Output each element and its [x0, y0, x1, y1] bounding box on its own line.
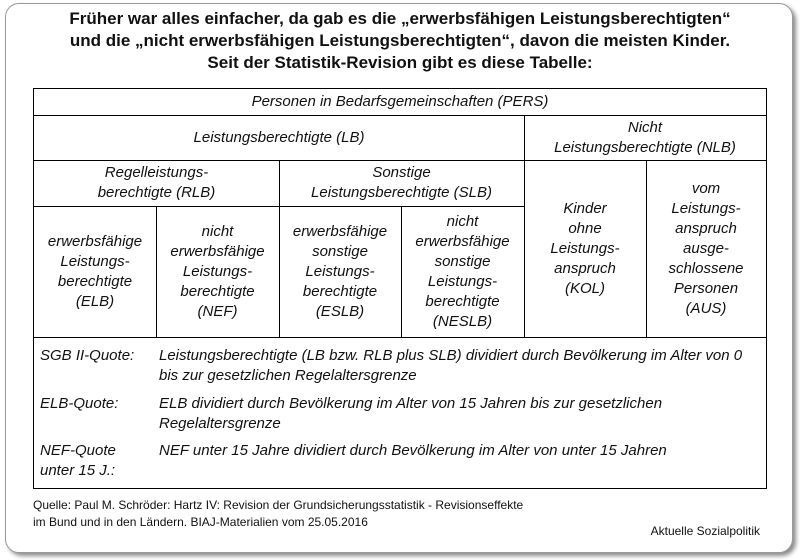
cell-aus	[646, 160, 766, 338]
cell-rlb	[34, 160, 279, 206]
source-line-1: Quelle: Paul M. Schröder: Hartz IV: Revision der Grundsicherungsstatistik - Revisionseffekte	[33, 498, 524, 512]
cell-neslb-text: nicht erwerbsfähige sonstige Leistungs- berechtigte (NESLB)	[415, 213, 510, 330]
quote-label-sgb: SGB II-Quote:	[40, 347, 135, 364]
cell-slb	[279, 160, 524, 206]
quote-label-nef: NEF-Quote unter 15 J.:	[40, 442, 116, 479]
cell-pers	[34, 89, 766, 115]
cell-kol	[524, 160, 646, 338]
cell-slb-text: Sonstige Leistungsberechtigte (SLB)	[311, 164, 492, 201]
cell-lb-text: Leistungsberechtigte (LB)	[193, 128, 365, 146]
quote-text-elb: ELB dividiert durch Bevölkerung im Alter von 15 Jahren bis zur gesetzlichen Regelaltersgrenze	[159, 395, 663, 432]
quote-label-elb: ELB-Quote:	[40, 395, 119, 412]
cell-aus-text: vom Leistungs- anspruch ausge- schlossene Personen (AUS)	[668, 180, 744, 317]
cell-elb	[34, 206, 156, 338]
headline-line-3: Seit der Statistik-Revision gibt es diese Tabelle:	[207, 53, 593, 72]
cell-lb	[34, 115, 524, 160]
cell-nef	[156, 206, 279, 338]
cell-nlb-text: Nicht Leistungsberechtigte (NLB)	[554, 118, 736, 156]
cell-rlb-text: Regelleistungs- berechtigte (RLB)	[97, 164, 216, 201]
quote-text-nef: NEF unter 15 Jahre dividiert durch Bevölkerung im Alter von unter 15 Jahren	[159, 442, 667, 459]
source-line-2: im Bund und in den Ländern. BIAJ-Materialien vom 25.05.2016	[33, 515, 368, 529]
quote-definitions	[33, 338, 767, 489]
cell-eslb-text: erwerbsfähige sonstige Leistungs- berechtigte (ESLB)	[292, 223, 388, 320]
cell-eslb	[279, 206, 401, 338]
cell-elb-text: erwerbsfähige Leistungs- berechtigte (ELB)	[47, 233, 143, 310]
cell-nef-text: nicht erwerbsfähige Leistungs- berechtigte (NEF)	[170, 223, 265, 320]
headline	[10, 8, 790, 74]
credit-label: Aktuelle Sozialpolitik	[650, 524, 760, 538]
headline-line-1: Früher war alles einfacher, da gab es die „erwerbsfähigen Leistungsberechtigten“	[69, 9, 731, 28]
quote-text-sgb: Leistungsberechtigte (LB bzw. RLB plus SLB) dividiert durch Bevölkerung im Alter von 0 bis zur gesetzlichen Regelaltersgrenze	[159, 347, 743, 384]
source-note	[33, 497, 523, 531]
cell-neslb	[401, 206, 524, 338]
cell-pers-text: Personen in Bedarfsgemeinschaften (PERS)	[251, 93, 549, 110]
classification-table	[33, 88, 767, 338]
cell-nlb	[524, 115, 766, 160]
cell-kol-text: Kinder ohne Leistungs- anspruch (KOL)	[550, 200, 620, 297]
headline-line-2: und die „nicht erwerbsfähigen Leistungsberechtigten“, davon die meisten Kinder.	[69, 31, 731, 50]
